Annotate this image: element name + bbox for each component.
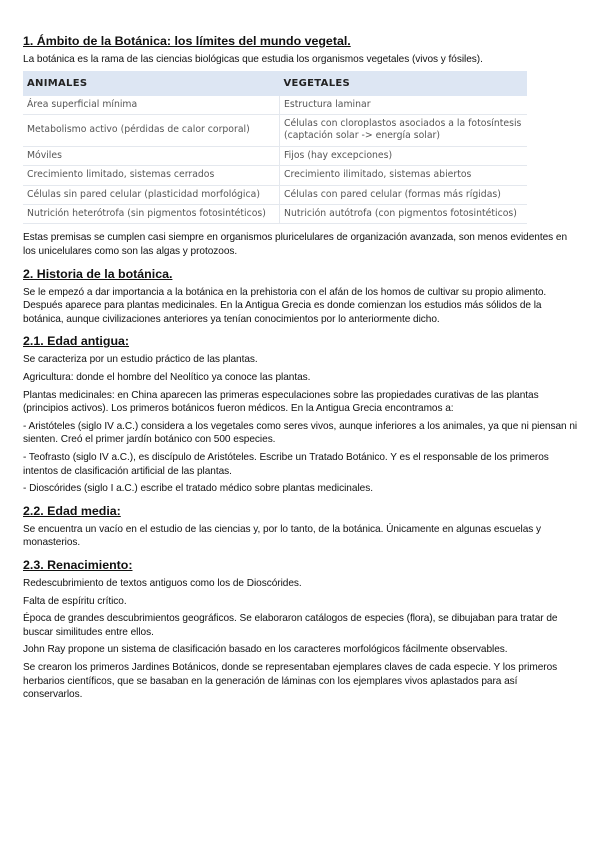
paragraph: John Ray propone un sistema de clasificación basado en los caracteres morfológicos fácilmente observables. bbox=[23, 644, 508, 656]
paragraph: - Aristóteles (siglo IV a.C.) considera a los vegetales como seres vivos, aunque inferiores a los animales, ya que ni piensan ni sienten. Creó el primer jardín botánico con 500 especies. bbox=[23, 420, 578, 446]
table-header-vegetales: VEGETALES bbox=[280, 71, 528, 96]
table-row bbox=[23, 166, 527, 185]
section-2-2-heading: 2.2. Edad media: bbox=[23, 503, 121, 518]
section-1-heading: 1. Ámbito de la Botánica: los límites del mundo vegetal. bbox=[23, 34, 351, 48]
section-2-2-text: Se encuentra un vacío en el estudio de las ciencias y, por lo tanto, de la botánica. Únicamente en algunas escuelas y monasterios. bbox=[23, 523, 542, 549]
table-header-animales: ANIMALES bbox=[23, 71, 280, 96]
table-cell-vegetal: Estructura laminar bbox=[280, 96, 528, 115]
table-cell-animal: Nutrición heterótrofa (sin pigmentos fotosintéticos) bbox=[23, 205, 280, 224]
paragraph: - Teofrasto (siglo IV a.C.), es discípulo de Aristóteles. Escribe un Tratado Botánico. Y es el responsable de los primeros intentos de clasificación artificial de las plantas. bbox=[23, 451, 549, 477]
table-row bbox=[23, 96, 527, 115]
table-cell-vegetal: Células con pared celular (formas más rígidas) bbox=[280, 185, 528, 204]
table-row bbox=[23, 185, 527, 204]
paragraph: - Dioscórides (siglo I a.C.) escribe el tratado médico sobre plantas medicinales. bbox=[23, 483, 373, 495]
table-header-row bbox=[23, 71, 527, 96]
table-cell-animal: Móviles bbox=[23, 146, 280, 165]
section-1-intro: La botánica es la rama de las ciencias biológicas que estudia los organismos vegetales (vivos y fósiles). bbox=[23, 54, 483, 65]
table-cell-vegetal: Fijos (hay excepciones) bbox=[280, 146, 528, 165]
section-2-3-heading: 2.3. Renacimiento: bbox=[23, 557, 133, 572]
section-2-text: Se le empezó a dar importancia a la botánica en la prehistoria con el afán de los homos de cultivar su propio alimento. Después aparece para plantas medicinales. En la Antigua Grecia es donde comienzan los estudios más sólidos de la botánica, aunque civilizaciones anteriores ya tenían conocimientos por lo anteriormente dicho. bbox=[23, 286, 547, 325]
table-row bbox=[23, 205, 527, 224]
table-cell-vegetal: Crecimiento ilimitado, sistemas abiertos bbox=[280, 166, 528, 185]
paragraph: Redescubrimiento de textos antiguos como los de Dioscórides. bbox=[23, 577, 302, 589]
table-cell-vegetal: Nutrición autótrofa (con pigmentos fotosintéticos) bbox=[280, 205, 528, 224]
paragraph: Época de grandes descubrimientos geográficos. Se elaboraron catálogos de especies (flora), se dibujaban para tratar de buscar similitudes entre ellos. bbox=[23, 613, 558, 638]
section-2-heading: 2. Historia de la botánica. bbox=[23, 266, 173, 281]
comparison-table bbox=[23, 71, 527, 225]
table-cell-animal: Crecimiento limitado, sistemas cerrados bbox=[23, 166, 280, 185]
table-cell-vegetal: Células con cloroplastos asociados a la fotosíntesis (captación solar -> energía solar) bbox=[280, 115, 528, 147]
table-cell-animal: Células sin pared celular (plasticidad morfológica) bbox=[23, 185, 280, 204]
section-1-after-table: Estas premisas se cumplen casi siempre en organismos pluricelulares de organización avanzada, son menos evidentes en los unicelulares como son las algas y protozoos. bbox=[23, 232, 568, 258]
table-cell-animal: Metabolismo activo (pérdidas de calor corporal) bbox=[23, 115, 280, 147]
paragraph: Plantas medicinales: en China aparecen las primeras especulaciones sobre las propiedades curativas de las plantas (principios activos). Los primeros botánicos fueron médicos. En la Antigua Grecia encontramos a: bbox=[23, 389, 539, 415]
paragraph: Agricultura: donde el hombre del Neolítico ya conoce las plantas. bbox=[23, 372, 311, 383]
section-2-1-heading: 2.1. Edad antigua: bbox=[23, 334, 130, 349]
paragraph: Se caracteriza por un estudio práctico de las plantas. bbox=[23, 354, 258, 366]
table-row bbox=[23, 115, 527, 147]
paragraph: Falta de espíritu crítico. bbox=[23, 595, 127, 607]
table-cell-animal: Área superficial mínima bbox=[23, 96, 280, 115]
table-row bbox=[23, 146, 527, 165]
paragraph: Se crearon los primeros Jardines Botánicos, donde se representaban ejemplares claves de cada especie. Y los primeros herbarios científicos, que se basaban en la generación de láminas con los ejemplares vivos aplastados para así conservarlos. bbox=[23, 661, 558, 701]
